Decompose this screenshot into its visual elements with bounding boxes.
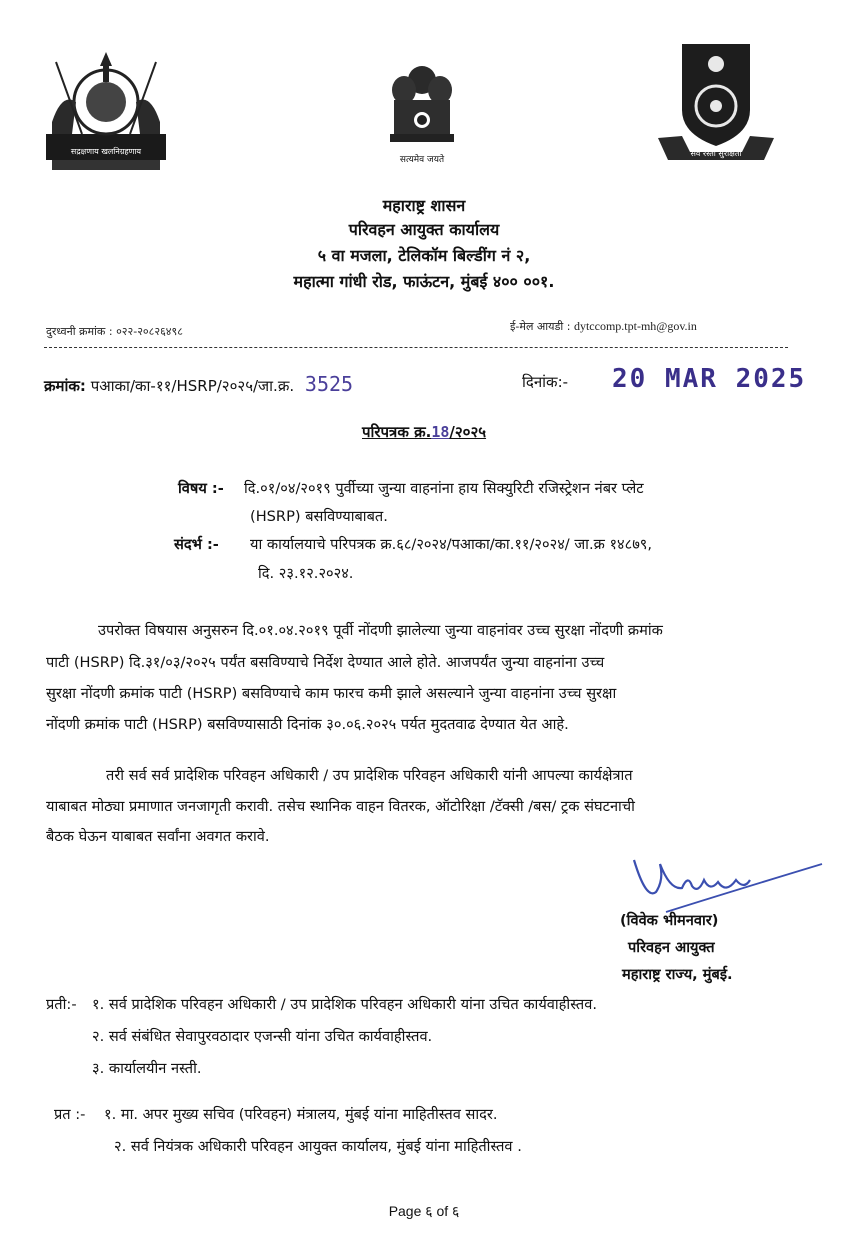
reference-doc-label: संदर्भ :- — [174, 536, 219, 553]
circular-prefix: परिपत्रक क्र. — [362, 423, 432, 441]
para1-line2: पाटी (HSRP) दि.३१/०३/२०२५ पर्यंत बसविण्याचे निर्देश देण्यात आले होते. आजपर्यंत जुन्या वाहनांना उच्च — [46, 654, 605, 671]
page-number: Page ६ of ६ — [388, 1203, 460, 1219]
transport-shield-caption: सर्व रस्ता सुरक्षिता — [690, 149, 742, 158]
copy-info-label: प्रत :- — [54, 1106, 86, 1123]
copy-info-item-2: २. सर्व नियंत्रक अधिकारी परिवहन आयुक्त कार्यालय, मुंबई यांना माहितीस्तव . — [114, 1138, 522, 1155]
reference-doc-line1: या कार्यालयाचे परिपत्रक क्र.६८/२०२४/पआका/का.११/२०२४/ जा.क्र १४८७९, — [250, 536, 653, 553]
signatory-state: महाराष्ट्र राज्य, मुंबई. — [622, 966, 733, 983]
header-line-government: महाराष्ट्र शासन — [382, 196, 466, 215]
police-crest-caption: सद्रक्षणाय खलनिग्रहणाय — [70, 147, 142, 156]
subject-line1: दि.०१/०४/२०१९ पुर्वीच्या जुन्या वाहनांना हाय सिक्युरिटी रजिस्ट्रेशन नंबर प्लेट — [244, 480, 644, 497]
divider-line — [44, 347, 788, 348]
copy-to-label: प्रती:- — [46, 996, 77, 1013]
handwritten-dispatch-number: 3525 — [304, 372, 354, 396]
date-label: दिनांक:- — [522, 373, 569, 391]
para2-line1: तरी सर्व सर्व प्रादेशिक परिवहन अधिकारी / उप प्रादेशिक परिवहन अधिकारी यांनी आपल्या कार्यक्षेत्रात — [106, 767, 633, 784]
circular-number: 18 — [431, 423, 450, 441]
para1-line4: नोंदणी क्रमांक पाटी (HSRP) बसविण्यासाठी दिनांक ३०.०६.२०२५ पर्यत मुदतवाढ देण्यात येत आहे. — [46, 716, 569, 733]
header-line-office: परिवहन आयुक्त कार्यालय — [348, 220, 500, 239]
reference-label: क्रमांक: — [44, 377, 86, 395]
para2-line2: याबाबत मोठ्या प्रमाणात जनजागृती करावी. तसेच स्थानिक वाहन वितरक, ऑटोरिक्षा /टॅक्सी /बस/ ट्रक संघटनाची — [46, 798, 635, 815]
circular-suffix: /२०२५ — [449, 423, 487, 441]
maharashtra-police-crest-icon — [42, 42, 170, 174]
reference-doc-line2: दि. २३.१२.२०२४. — [258, 565, 354, 582]
header-line-address1: ५ वा मजला, टेलिकॉम बिल्डींग नं २, — [317, 246, 531, 265]
subject-label: विषय :- — [178, 480, 224, 497]
para1-line1: उपरोक्त विषयास अनुसरुन दि.०१.०४.२०१९ पूर्वी नोंदणी झालेल्या जुन्या वाहनांवर उच्च सुरक्षा नोंदणी क्रमांक — [98, 622, 663, 639]
email-address[interactable]: dytccomp.tpt-mh@gov.in — [573, 319, 697, 333]
copy-info-item-1: १. मा. अपर मुख्य सचिव (परिवहन) मंत्रालय, मुंबई यांना माहितीस्तव सादर. — [104, 1106, 498, 1123]
email-label: ई-मेल आयडी : — [510, 320, 571, 333]
transport-department-shield-icon — [656, 40, 776, 166]
copy-to-item-1: १. सर्व प्रादेशिक परिवहन अधिकारी / उप प्रादेशिक परिवहन अधिकारी यांना उचित कार्यवाहीस्तव. — [92, 996, 597, 1013]
subject-line2: (HSRP) बसविण्याबाबत. — [250, 508, 388, 525]
para2-line3: बैठक घेऊन याबाबत सर्वांना अवगत करावे. — [46, 828, 270, 845]
email-line — [510, 319, 697, 334]
circular-title — [362, 422, 486, 442]
signatory-name: (विवेक भीमनवार) — [620, 912, 719, 929]
emblem-caption: सत्यमेव जयते — [399, 155, 445, 165]
para1-line3: सुरक्षा नोंदणी क्रमांक पाटी (HSRP) बसविण्याचे काम फारच कमी झाले असल्याने जुन्या वाहनांना उच्च सुरक्षा — [46, 685, 617, 702]
copy-to-item-2: २. सर्व संबंधित सेवापुरवठादार एजन्सी यांना उचित कार्यवाहीस्तव. — [92, 1028, 433, 1045]
ashoka-emblem-icon — [380, 60, 464, 166]
reference-value: पआका/का-११/HSRP/२०२५/जा.क्र. — [90, 377, 295, 395]
date-stamp: 20 MAR 2025 — [612, 364, 807, 394]
header-line-address2: महात्मा गांधी रोड, फाऊंटन, मुंबई ४०० ००१. — [293, 272, 555, 291]
reference-number-line — [44, 372, 353, 396]
signatory-designation: परिवहन आयुक्त — [628, 939, 715, 956]
phone-number: दुरध्वनी क्रमांक : ०२२-२०८२६४९८ — [46, 325, 183, 338]
copy-to-item-3: ३. कार्यालयीन नस्ती. — [92, 1060, 202, 1077]
